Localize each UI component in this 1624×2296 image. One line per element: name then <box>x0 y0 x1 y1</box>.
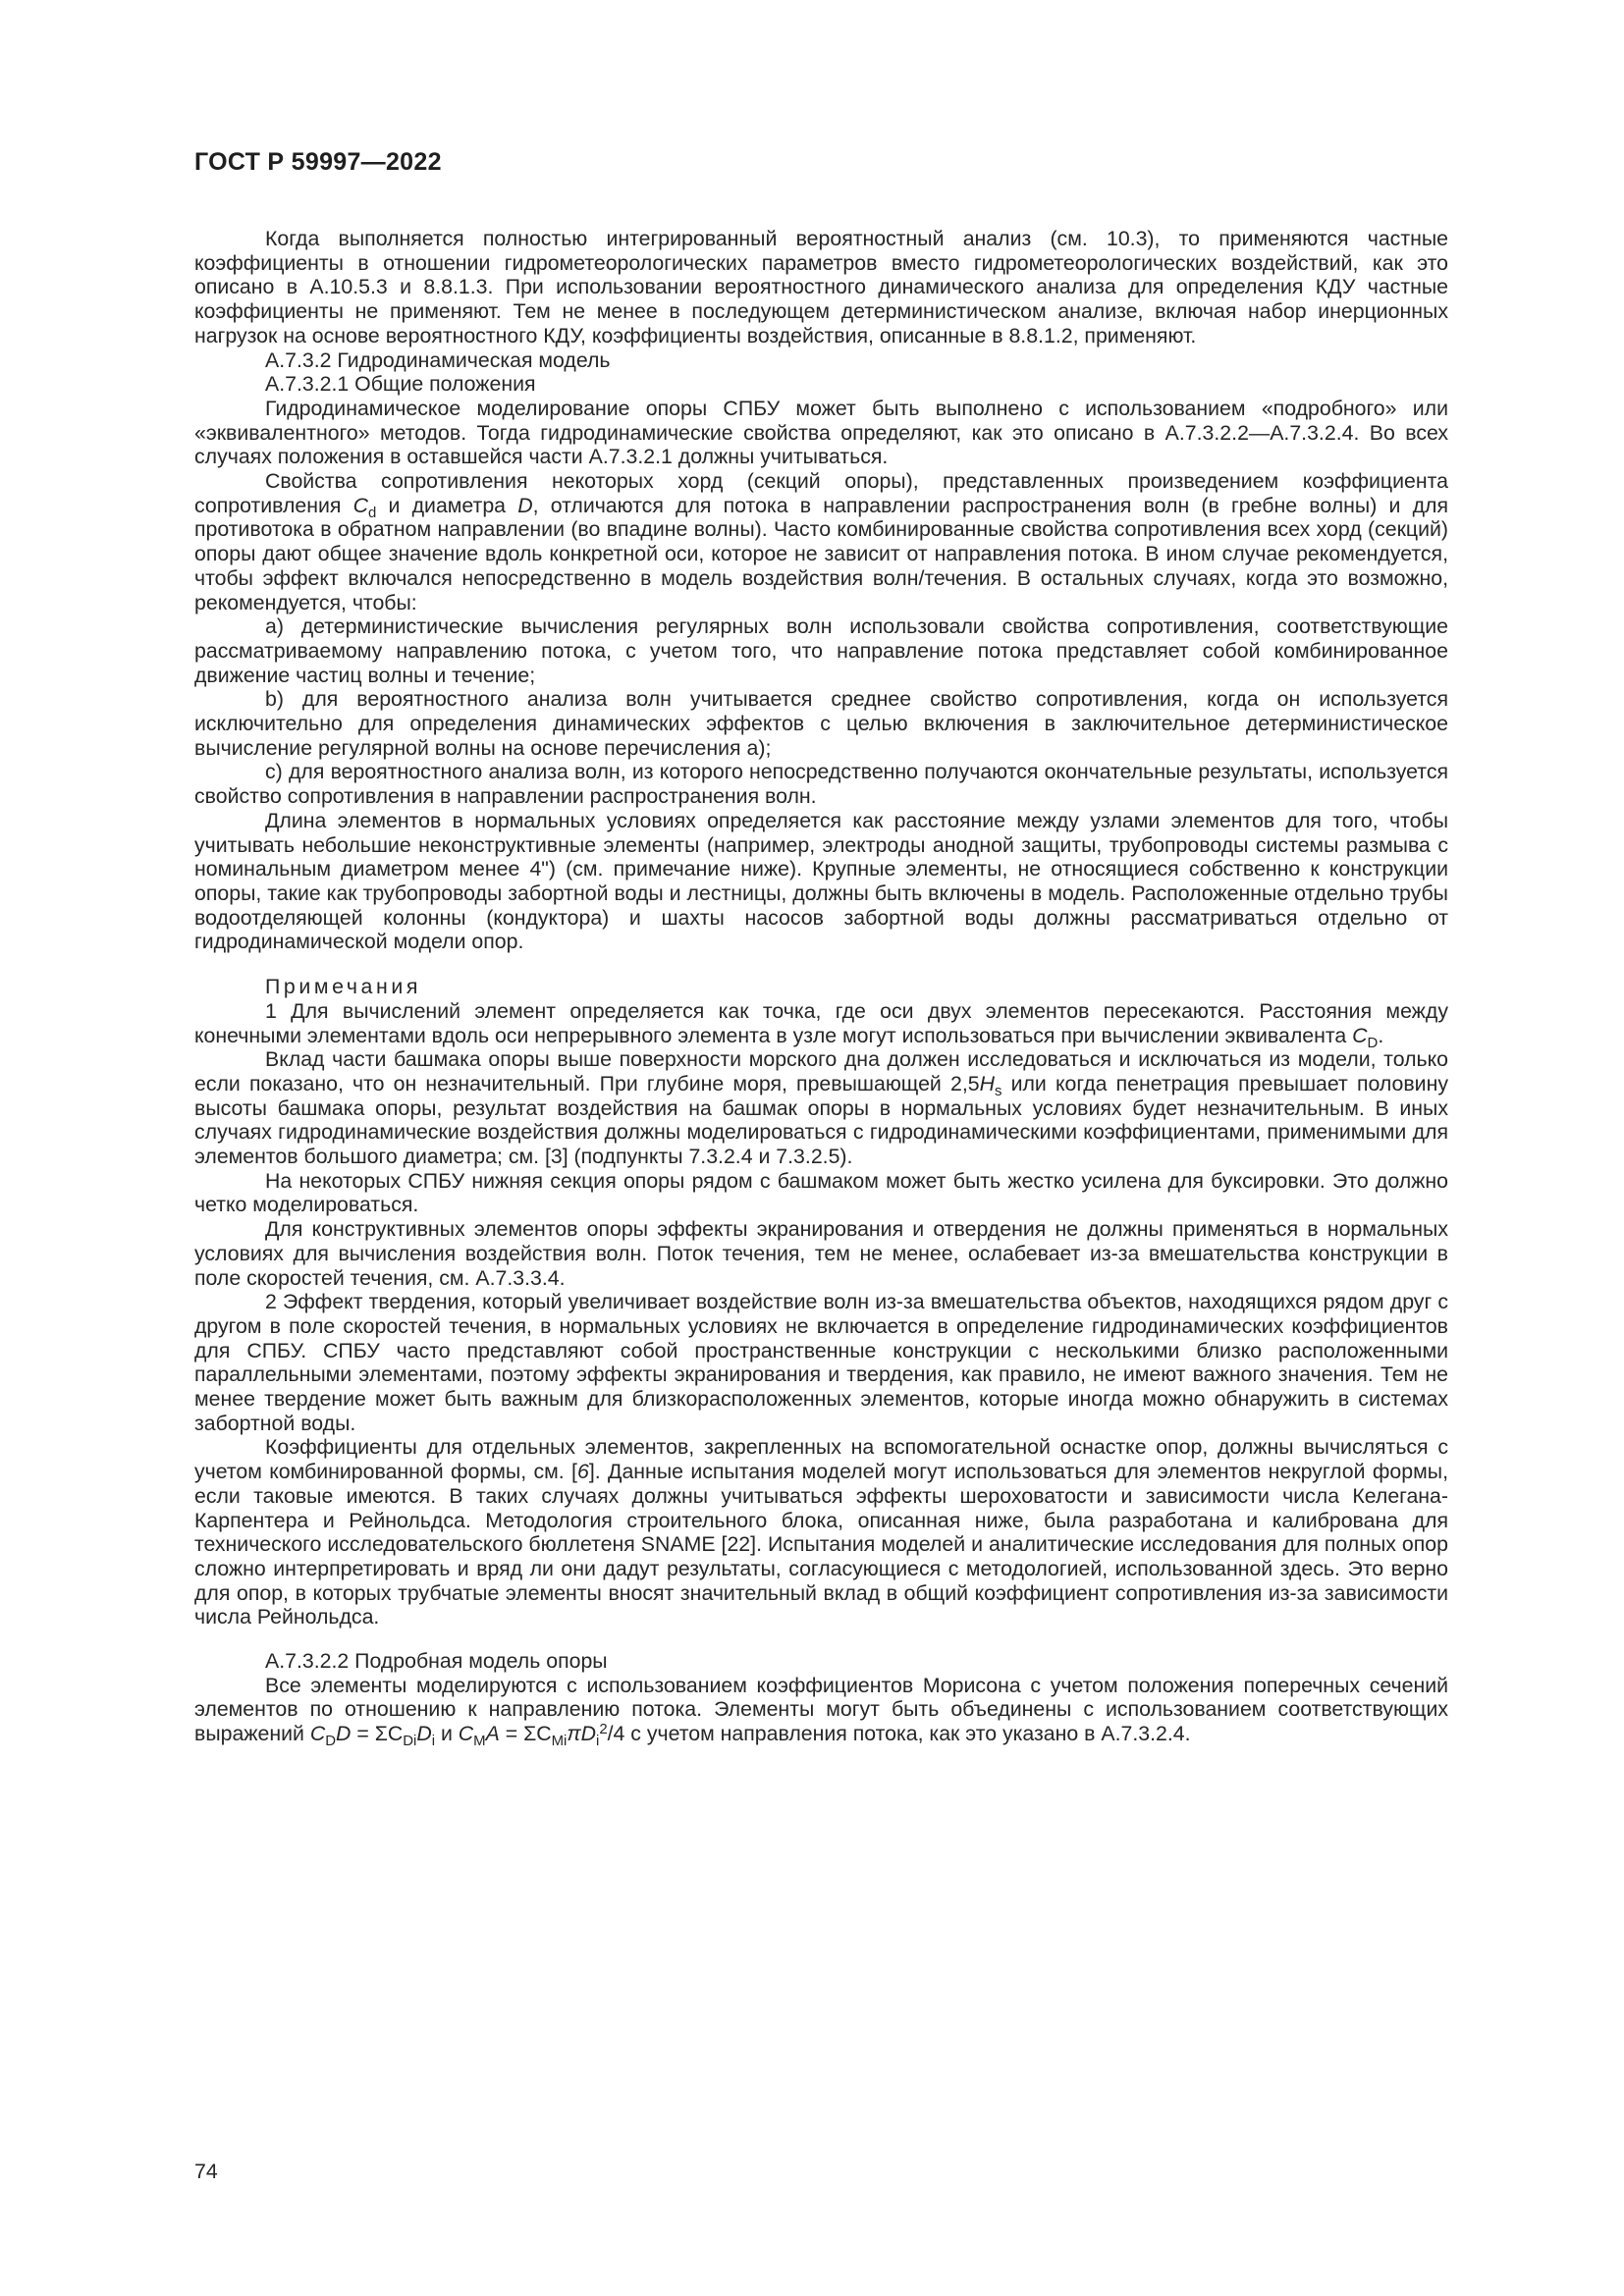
list-item: a) детерминистические вычисления регулярных волн использовали свойства сопротивления, соответствующие рассматриваемому направлению потока, с учетом того, что направление потока представляет собой комбинированное движение частиц волны и течение; <box>194 614 1448 687</box>
section-heading: А.7.3.2 Гидродинамическая модель <box>265 347 611 372</box>
note: Коэффициенты для отдельных элементов, закрепленных на вспомогательной оснастке опор, должны вычисляться с учетом комбинированной формы, см. [6]. Данные испытания моделей могут использоваться для элементов некруглой формы, если таковые имеются. В таких случаях должны учитываться эффекты шероховатости и зависимости числа Келегана-Карпентера и Рейнольдса. Методология строительного блока, описанная ниже, была разработана и калибрована для технического исследовательского бюллетеня SNAME [22]. Испытания моделей и аналитические исследования для полных опор сложно интерпретировать и вряд ли они дадут результаты, согласующиеся с методологией, использованной здесь. Это верно для опор, в которых трубчатые элементы вносят значительный вклад в общий коэффициент сопротивления из-за зависимости числа Рейнольдса. <box>194 1435 1448 1629</box>
list-item: c) для вероятностного анализа волн, из которого непосредственно получаются окончательные результаты, используется свойство сопротивления в направлении распространения волн. <box>194 760 1448 809</box>
paragraph: Когда выполняется полностью интегрированный вероятностный анализ (см. 10.3), то применяются частные коэффициенты в отношении гидрометеорологических параметров вместо гидрометеорологических воздействий, как это описано в А.10.5.3 и 8.8.1.3. При использовании вероятностного динамического анализа для определения КДУ частные коэффициенты не применяют. Тем не менее в последующем детерминистическом анализе, включая набор инерционных нагрузок на основе вероятностного КДУ, коэффициенты воздействия, описанные в 8.8.1.2, применяют. <box>194 227 1448 347</box>
paragraph: Гидродинамическое моделирование опоры СПБУ может быть выполнено с использованием «подробного» или «эквивалентного» методов. Тогда гидродинамические свойства определяют, как это описано в А.7.3.2.2—А.7.3.2.4. Во всех случаях положения в оставшейся части А.7.3.2.1 должны учитываться. <box>194 396 1448 469</box>
paragraph: Свойства сопротивления некоторых хорд (секций опоры), представленных произведением коэффициента сопротивления $C_d$ и диаметра D, отличаются для потока в направлении распространения волн (в гребне волны) и для противотока в обратном направлении (во впадине волны). Часто комбинированные свойства сопротивления всех хорд (секций) опоры дают общее значение вдоль конкретной оси, которое не зависит от направления потока. В ином случае рекомендуется, чтобы эффект включался непосредственно в модель воздействия волн/течения. В остальных случаях, когда это возможно, рекомендуется, чтобы: <box>194 469 1448 614</box>
page-number: 74 <box>194 2160 218 2183</box>
note: Для конструктивных элементов опоры эффекты экранирования и отвердения не должны применяться в нормальных условиях для вычисления воздействия волн. Поток течения, тем не менее, ослабевает из-за вмешательства конструкции в поле скоростей течения, см. А.7.3.3.4. <box>194 1217 1448 1290</box>
subsection-heading: А.7.3.2.2 Подробная модель опоры <box>265 1649 608 1674</box>
paragraph: Длина элементов в нормальных условиях определяется как расстояние между узлами элементов для того, чтобы учитывать небольшие неконструктивные элементы (например, электроды анодной защиты, трубопроводы системы размыва с номинальным диаметром менее 4") (см. примечание ниже). Крупные элементы, не относящиеся собственно к конструкции опоры, такие как трубопроводы забортной воды и лестницы, должны быть включены в модель. Расположенные отдельно трубы водоотделяющей колонны (кондуктора) и шахты насосов забортной воды должны рассматриваться отдельно от гидродинамической модели опор. <box>194 808 1448 954</box>
note: На некоторых СПБУ нижняя секция опоры рядом с башмаком может быть жестко усилена для буксировки. Это должно четко моделироваться. <box>194 1168 1448 1217</box>
document-body <box>194 227 1448 1750</box>
document-page <box>194 0 1448 2296</box>
note: Вклад части башмака опоры выше поверхности морского дна должен исследоваться и исключаться из модели, только если показано, что он незначительный. При глубине моря, превышающей $2,5H_s$ или когда пенетрация превышает половину высоты башмака опоры, результат воздействия на башмак опоры в нормальных условиях будет незначительным. В иных случаях гидродинамические воздействия должны моделироваться с гидродинамическими коэффициентами, применимыми для элементов большого диаметра; см. [3] (подпункты 7.3.2.4 и 7.3.2.5). <box>194 1047 1448 1169</box>
subsection-heading: А.7.3.2.1 Общие положения <box>265 372 536 397</box>
note: 1 Для вычислений элемент определяется как точка, где оси двух элементов пересекаются. Расстояния между конечными элементами вдоль оси непрерывного элемента в узле могут использоваться при вычислении эквивалента $C_D$. <box>194 998 1448 1051</box>
list-item: b) для вероятностного анализа волн учитывается среднее свойство сопротивления, когда он используется исключительно для определения динамических эффектов с целью включения в заключительное детерминистическое вычисление регулярной волны на основе перечисления a); <box>194 687 1448 760</box>
notes-heading: Примечания <box>265 975 421 999</box>
paragraph: Все элементы моделируются с использованием коэффициентов Морисона с учетом положения поперечных сечений элементов по отношению к направлению потока. Элементы могут быть объединены с использованием соответствующих выражений $C_DD = \Sigma C_{Di}D_i$ и $C_MA = \Sigma C_{Mi}\pi D_i^2/4$ с учетом направления потока, как это указано в А.7.3.2.4. <box>194 1673 1448 1750</box>
note: 2 Эффект твердения, который увеличивает воздействие волн из-за вмешательства объектов, находящихся рядом друг с другом в поле скоростей течения, в нормальных условиях не включается в определение гидродинамических коэффициентов для СПБУ. СПБУ часто представляют собой пространственные конструкции с несколькими близко расположенными параллельными элементами, поэтому эффекты экранирования и твердения, как правило, не имеют важного значения. Тем не менее твердение может быть важным для близкорасположенных элементов, которые иногда можно обнаружить в системах забортной воды. <box>194 1290 1448 1435</box>
standard-header: ГОСТ Р 59997—2022 <box>194 148 442 176</box>
